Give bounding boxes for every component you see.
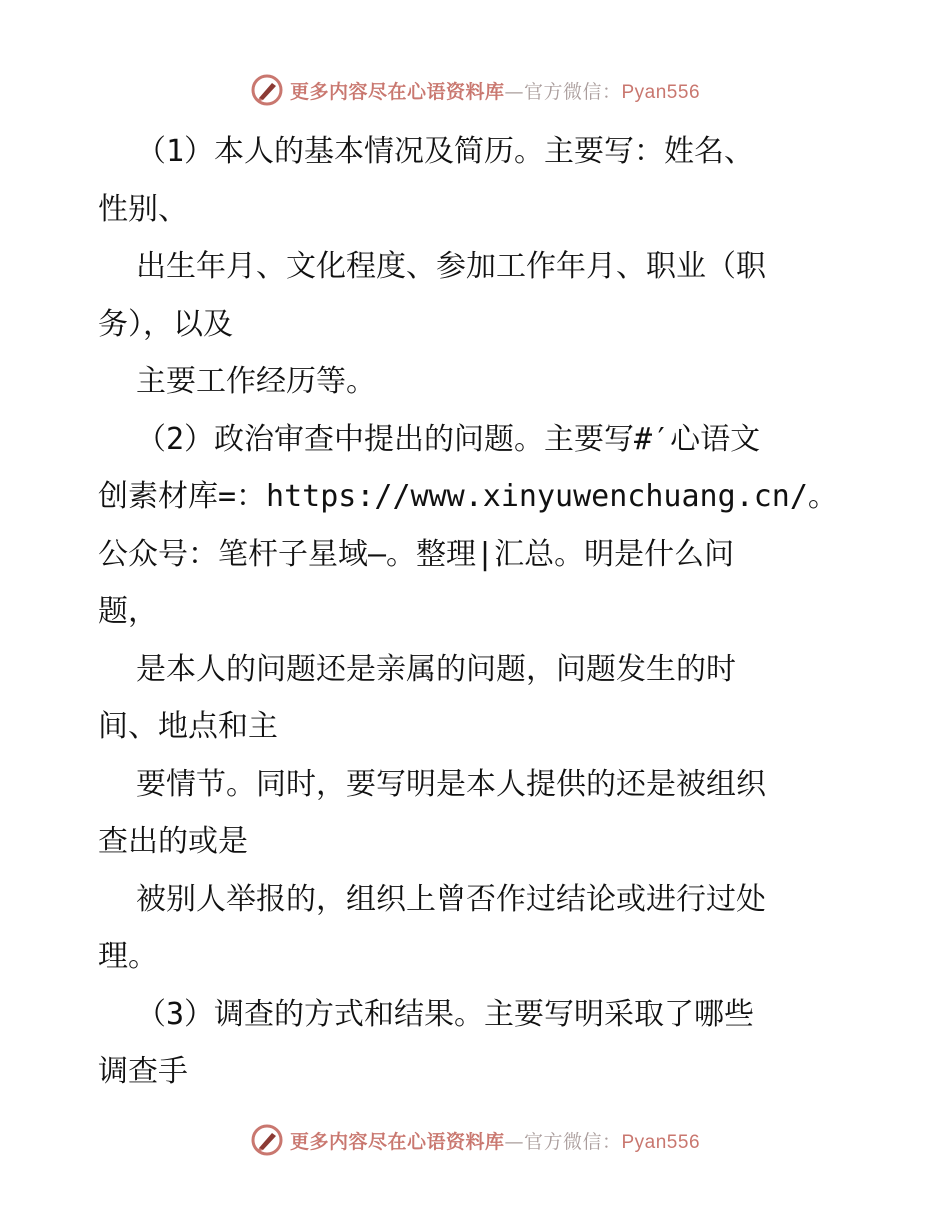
text-line: （1）本人的基本情况及简历。主要写：姓名、 xyxy=(136,134,755,169)
text-line: 公众号：笔杆子星域—。整理|汇总。明是什么问 xyxy=(98,536,735,572)
text-line: 出生年月、文化程度、参加工作年月、职业（职 xyxy=(136,249,766,284)
text-line: 题， xyxy=(98,594,158,629)
document-body xyxy=(98,123,858,1101)
text-line: 被别人举报的，组织上曾否作过结论或进行过处 xyxy=(136,881,766,917)
text-line: 主要工作经历等。 xyxy=(136,364,376,399)
text-line: （2）政治审查中提出的问题。主要写#′心语文 xyxy=(136,421,761,457)
text-line: 是本人的问题还是亲属的问题，问题发生的时 xyxy=(136,651,736,687)
watermark-wechat-id: Pyan556 xyxy=(621,1131,701,1153)
footer-watermark xyxy=(0,1122,950,1158)
header-watermark xyxy=(0,72,950,108)
text-line: 务），以及 xyxy=(98,306,233,342)
watermark-text xyxy=(290,1127,700,1154)
watermark-site: 更多内容尽在心语资料库 xyxy=(289,1130,505,1153)
text-line: 要情节。同时，要写明是本人提供的还是被组织 xyxy=(136,766,766,802)
watermark-text xyxy=(290,77,700,104)
text-line: 创素材库=：https://www.xinyuwenchuang.cn/。 xyxy=(98,479,838,514)
watermark-wechat-id: Pyan556 xyxy=(621,81,701,103)
watermark-site: 更多内容尽在心语资料库 xyxy=(289,80,505,103)
pen-circle-logo-icon xyxy=(250,73,284,107)
watermark-wechat-label: —官方微信： xyxy=(504,80,622,103)
pen-circle-logo-icon xyxy=(250,1123,284,1157)
text-line: 间、地点和主 xyxy=(98,709,278,744)
text-line: 性别、 xyxy=(98,191,188,227)
watermark-wechat-label: —官方微信： xyxy=(504,1130,622,1153)
text-line: （3）调查的方式和结果。主要写明采取了哪些 xyxy=(136,996,755,1032)
text-line: 理。 xyxy=(98,939,158,974)
text-line: 调查手 xyxy=(98,1054,188,1089)
text-line: 查出的或是 xyxy=(98,824,248,859)
